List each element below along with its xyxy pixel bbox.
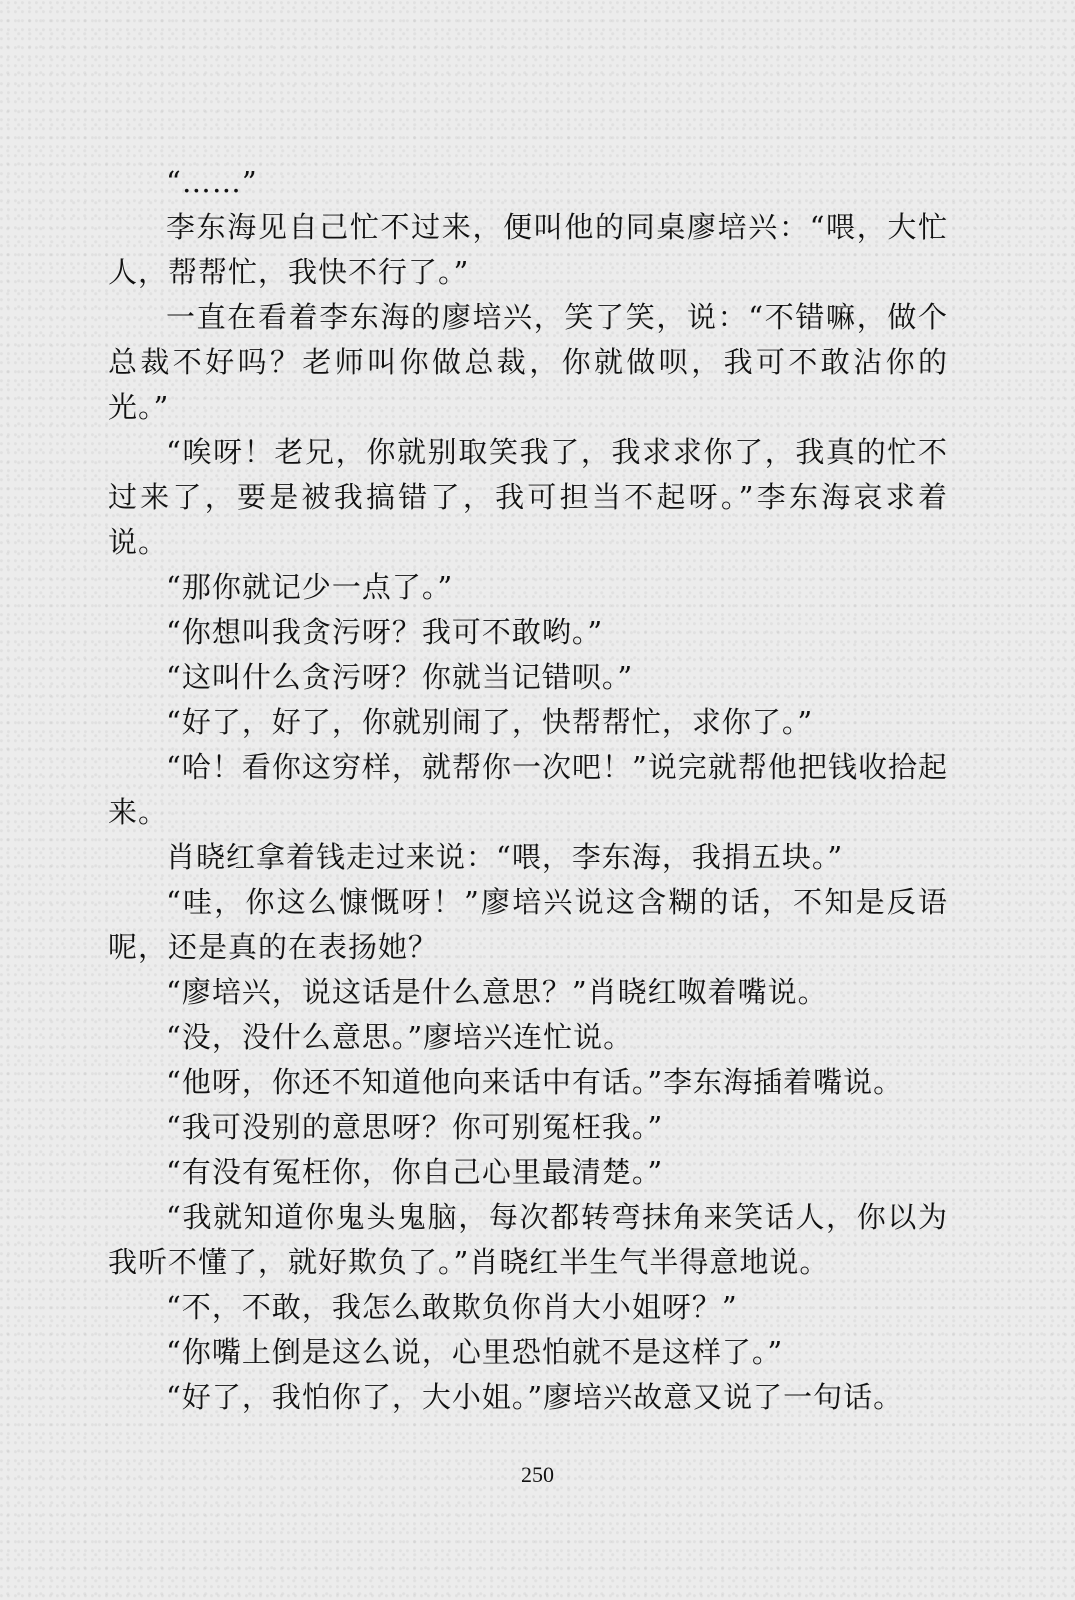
page-number: 250 [521, 1462, 554, 1487]
paragraph: “这叫什么贪污呀？你就当记错呗。” [166, 660, 634, 694]
paragraph: “我就知道你鬼头鬼脑，每次都转弯抹角来笑话人，你以为我听不懂了，就好欺负了。”肖晓红半生气半得意地说。 [108, 1200, 948, 1279]
paragraph: “廖培兴，说这话是什么意思？”肖晓红呶着嘴说。 [166, 975, 828, 1009]
paragraph: “有没有冤枉你，你自己心里最清楚。” [166, 1155, 664, 1189]
paragraph: “他呀，你还不知道他向来话中有话。”李东海插着嘴说。 [166, 1065, 904, 1099]
paragraph: “我可没别的意思呀？你可别冤枉我。” [166, 1110, 664, 1144]
paragraph: “好了，好了，你就别闹了，快帮帮忙，求你了。” [166, 705, 814, 739]
paragraph: “你想叫我贪污呀？我可不敢哟。” [166, 615, 604, 649]
paragraph: “没，没什么意思。”廖培兴连忙说。 [166, 1020, 634, 1054]
paragraph: “好了，我怕你了，大小姐。”廖培兴故意又说了一句话。 [166, 1380, 904, 1414]
body-text [108, 160, 948, 1420]
paragraph: “……” [166, 165, 258, 199]
paragraph: 一直在看着李东海的廖培兴，笑了笑，说：“不错嘛，做个总裁不好吗？老师叫你做总裁，你就做呗，我可不敢沾你的光。” [108, 300, 948, 424]
paragraph: “唉呀！老兄，你就别取笑我了，我求求你了，我真的忙不过来了，要是被我搞错了，我可担当不起呀。”李东海哀求着说。 [108, 435, 948, 559]
paragraph: “哈！看你这穷样，就帮你一次吧！”说完就帮他把钱收拾起来。 [108, 750, 948, 829]
paragraph: “你嘴上倒是这么说，心里恐怕就不是这样了。” [166, 1335, 784, 1369]
paragraph: “哇，你这么慷慨呀！”廖培兴说这含糊的话，不知是反语呢，还是真的在表扬她？ [108, 885, 948, 964]
paragraph: 李东海见自己忙不过来，便叫他的同桌廖培兴：“喂，大忙人，帮帮忙，我快不行了。” [108, 210, 948, 289]
paragraph: “那你就记少一点了。” [166, 570, 454, 604]
paragraph: “不，不敢，我怎么敢欺负你肖大小姐呀？” [166, 1290, 738, 1324]
paragraph: 肖晓红拿着钱走过来说：“喂，李东海，我捐五块。” [166, 840, 844, 874]
